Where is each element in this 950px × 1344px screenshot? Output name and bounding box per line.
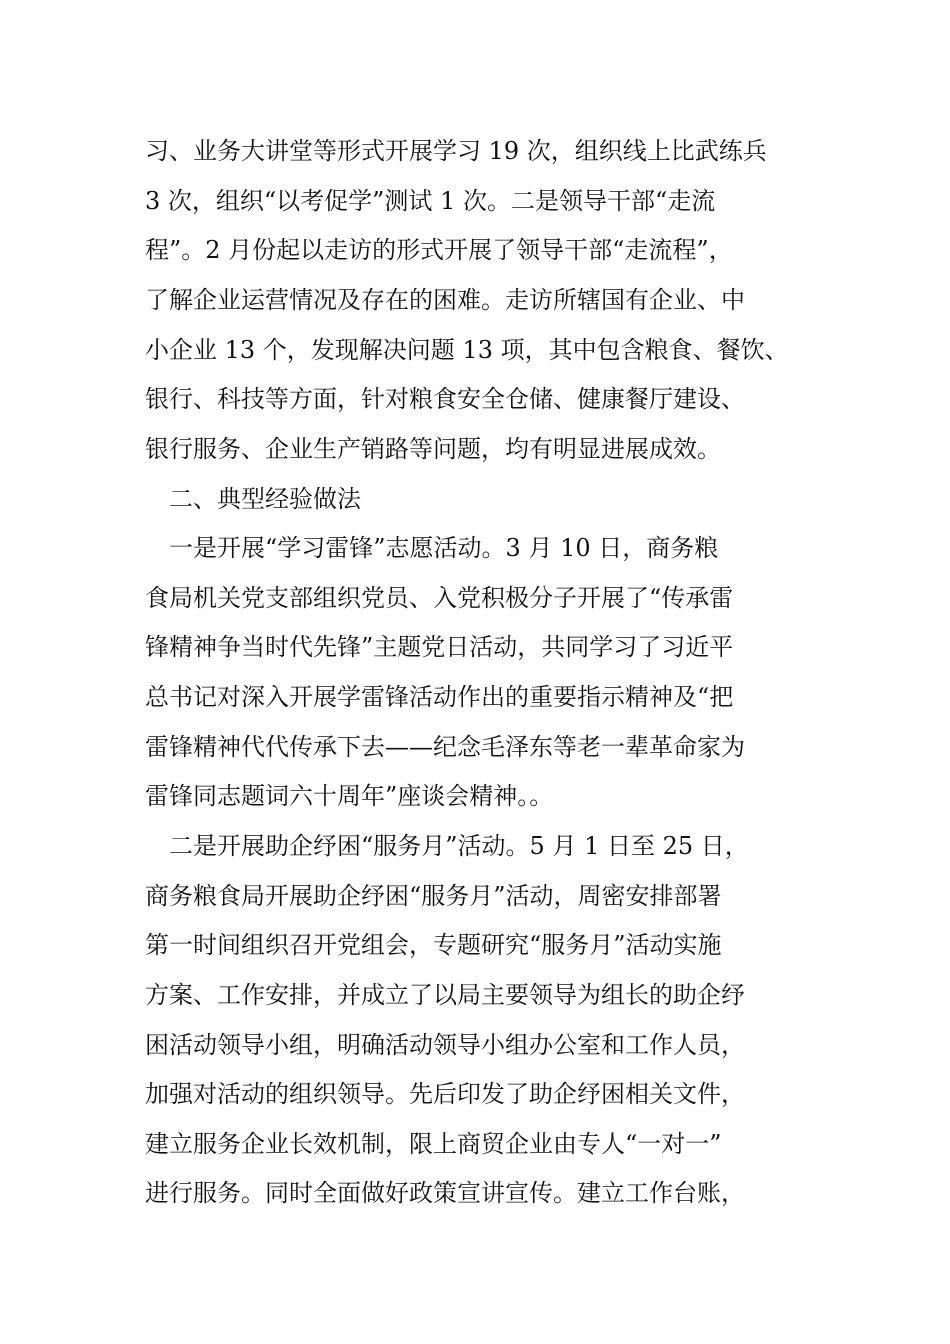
body-text-line: 银行、科技等方面，针对粮食安全仓储、健康餐厅建设、	[145, 385, 745, 413]
body-text-line: 了解企业运营情况及存在的困难。走访所辖国有企业、中	[145, 286, 745, 314]
body-text-line: 总书记对深入开展学雷锋活动作出的重要指示精神及“把	[145, 683, 734, 711]
body-text-line: 食局机关党支部组织党员、入党积极分子开展了“传承雷	[145, 584, 734, 612]
body-text-line: 二是开展助企纾困“服务月”活动。5 月 1 日至 25 日，	[145, 832, 749, 860]
body-text-line: 程”。2 月份起以走访的形式开展了领导干部“走流程”，	[145, 236, 733, 264]
body-text-line: 方案、工作安排，并成立了以局主要领导为组长的助企纾	[145, 981, 745, 1009]
body-text-line: 困活动领导小组，明确活动领导小组办公室和工作人员，	[145, 1031, 745, 1059]
body-text-line: 小企业 13 个，发现解决问题 13 项，其中包含粮食、餐饮、	[145, 336, 789, 364]
body-text-line: 加强对活动的组织领导。先后印发了助企纾困相关文件，	[145, 1080, 745, 1108]
body-text-line: 第一时间组织召开党组会，专题研究“服务月”活动实施	[145, 931, 722, 959]
body-text-line: 雷锋精神代代传承下去——纪念毛泽东等老一辈革命家为	[145, 733, 745, 761]
body-text-line: 习、业务大讲堂等形式开展学习 19 次，组织线上比武练兵	[145, 137, 767, 165]
body-text-line: 雷锋同志题词六十周年”座谈会精神。。	[145, 782, 554, 810]
body-text-line: 建立服务企业长效机制，限上商贸企业由专人“一对一”	[145, 1130, 722, 1158]
body-text-line: 3 次，组织“以考促学”测试 1 次。二是领导干部“走流	[145, 187, 716, 215]
body-text-line: 锋精神争当时代先锋”主题党日活动，共同学习了习近平	[145, 633, 734, 661]
section-heading: 二、典型经验做法	[145, 485, 361, 513]
body-text-line: 银行服务、企业生产销路等问题，均有明显进展成效。	[145, 435, 721, 463]
body-text-line: 进行服务。同时全面做好政策宣讲宣传。建立工作台账，	[145, 1179, 745, 1207]
body-text-line: 商务粮食局开展助企纾困“服务月”活动，周密安排部署	[145, 882, 722, 910]
body-text-line: 一是开展“学习雷锋”志愿活动。3 月 10 日，商务粮	[145, 534, 719, 562]
